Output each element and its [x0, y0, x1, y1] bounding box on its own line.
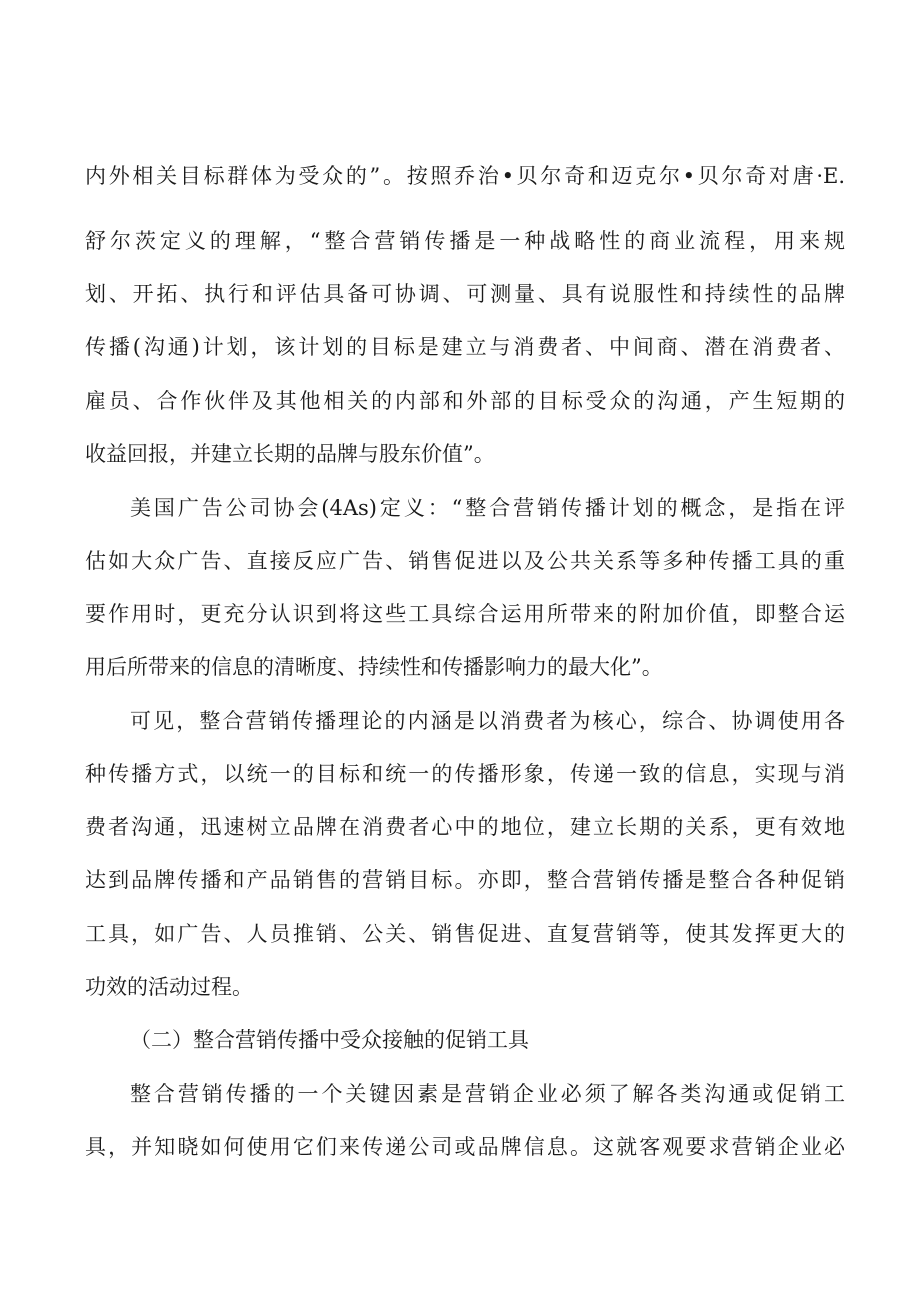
- paragraph-line: 美国广告公司协会(4As)定义：“整合营销传播计划的概念，是指在评: [130, 496, 845, 520]
- paragraph-line: 费者沟通，迅速树立品牌在消费者心中的地位，建立长期的关系，更有效地: [85, 815, 845, 839]
- paragraph-line: 划、开拓、执行和评估具备可协调、可测量、具有说服性和持续性的品牌: [85, 282, 845, 306]
- paragraph-line: 估如大众广告、直接反应广告、销售促进以及公共关系等多种传播工具的重: [85, 549, 845, 573]
- section-heading: （二）整合营销传播中受众接触的促销工具: [130, 1028, 529, 1052]
- paragraph-line: 收益回报，并建立长期的品牌与股东价值”。: [85, 442, 495, 466]
- paragraph-line: 达到品牌传播和产品销售的营销目标。亦即，整合营销传播是整合各种促销: [85, 868, 845, 892]
- paragraph-line: 传播(沟通)计划，该计划的目标是建立与消费者、中间商、潜在消费者、: [85, 335, 845, 359]
- paragraph-line: 整合营销传播的一个关键因素是营销企业必须了解各类沟通或促销工: [130, 1082, 845, 1106]
- paragraph-line: 功效的活动过程。: [85, 975, 253, 999]
- paragraph-line: 工具，如广告、人员推销、公关、销售促进、直复营销等，使其发挥更大的: [85, 922, 845, 946]
- paragraph-line: 要作用时，更充分认识到将这些工具综合运用所带来的附加价值，即整合运: [85, 602, 845, 626]
- paragraph-line: 内外相关目标群体为受众的”。按照乔治•贝尔奇和迈克尔•贝尔奇对唐·E.: [85, 164, 845, 188]
- paragraph-line: 雇员、合作伙伴及其他相关的内部和外部的目标受众的沟通，产生短期的: [85, 389, 845, 413]
- paragraph-line: 具，并知晓如何使用它们来传递公司或品牌信息。这就客观要求营销企业必: [85, 1135, 845, 1159]
- paragraph-line: 舒尔茨定义的理解，“整合营销传播是一种战略性的商业流程，用来规: [85, 229, 845, 253]
- paragraph-line: 用后所带来的信息的清晰度、持续性和传播影响力的最大化”。: [85, 655, 663, 679]
- paragraph-line: 可见，整合营销传播理论的内涵是以消费者为核心，综合、协调使用各: [130, 709, 845, 733]
- paragraph-line: 种传播方式，以统一的目标和统一的传播形象，传递一致的信息，实现与消: [85, 762, 845, 786]
